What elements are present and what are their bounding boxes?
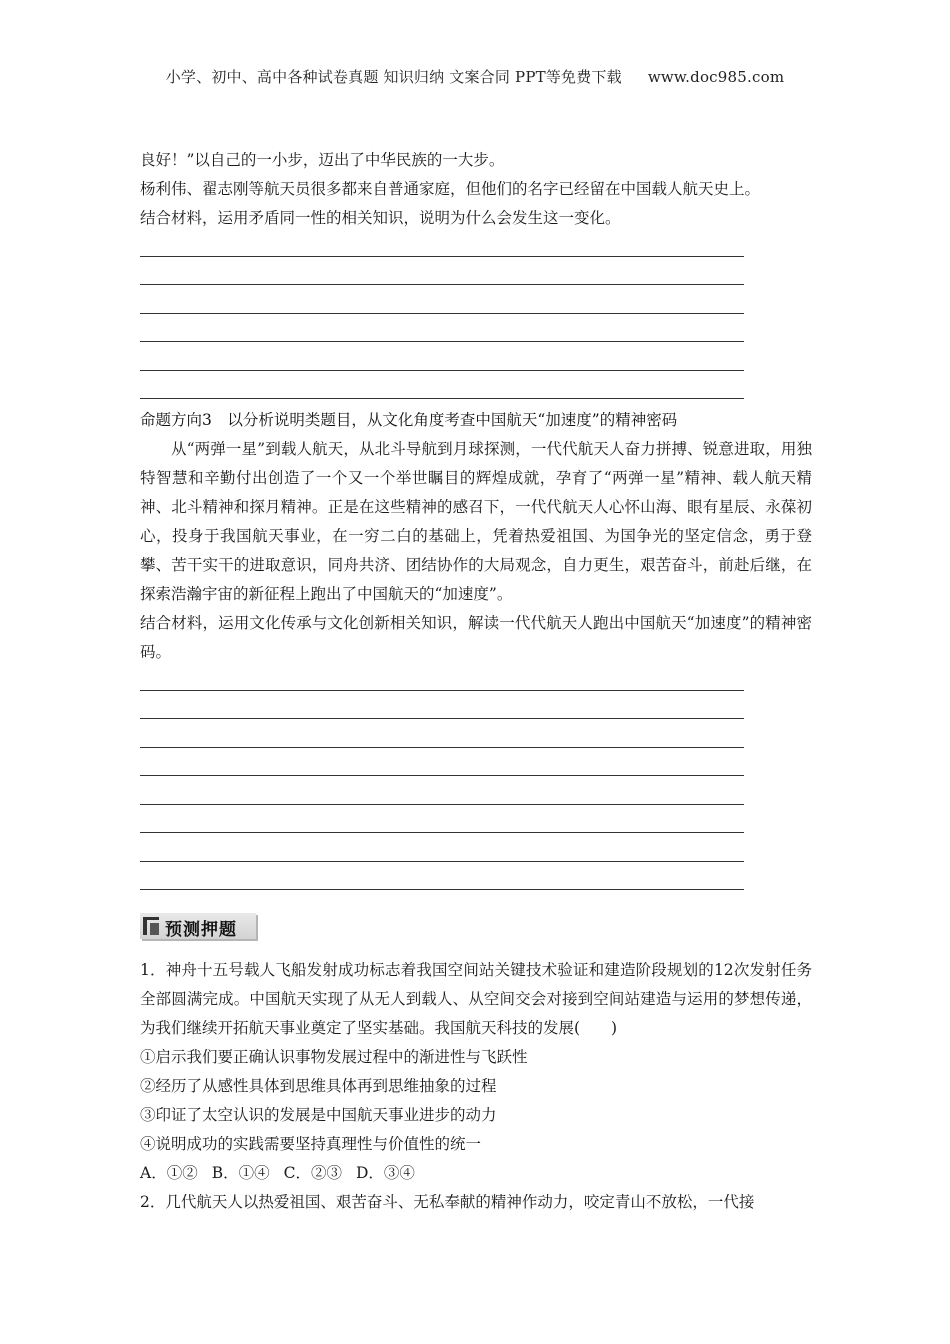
- answer-line: [140, 862, 744, 891]
- q1-option-c[interactable]: C．②③: [283, 1164, 342, 1182]
- answer-line: [140, 833, 744, 862]
- answer-line: [140, 776, 744, 805]
- answer-area-2[interactable]: [140, 662, 744, 890]
- answer-line: [140, 257, 744, 286]
- q1-stem: 1．神舟十五号载人飞船发射成功标志着我国空间站关键技术验证和建造阶段规划的12次发射任务全部圆满完成。中国航天实现了从无人到载人、从空间交会对接到空间站建造与运用的梦想传递，为我们继续开拓航天事业奠定了坚实基础。我国航天科技的发展( ): [140, 961, 812, 1037]
- part1-line-2: 杨利伟、翟志刚等航天员很多都来自普通家庭，但他们的名字已经留在中国载人航天史上。: [140, 180, 761, 198]
- q1-item-4: ④说明成功的实践需要坚持真理性与价值性的统一: [140, 1135, 482, 1153]
- section-heading: [140, 913, 256, 939]
- answer-line: [140, 342, 744, 371]
- header-text: 小学、初中、高中各种试卷真题 知识归纳 文案合同 PPT等免费下载: [165, 68, 622, 86]
- q1-item-1: ①启示我们要正确认识事物发展过程中的渐进性与飞跃性: [140, 1048, 528, 1066]
- answer-line: [140, 805, 744, 834]
- q1-option-a[interactable]: A．①②: [140, 1164, 198, 1182]
- answer-line: [140, 285, 744, 314]
- answer-area-1[interactable]: [140, 228, 744, 399]
- page-header: [0, 66, 950, 87]
- answer-line: [140, 748, 744, 777]
- answer-line: [140, 314, 744, 343]
- q1-item-3: ③印证了太空认识的发展是中国航天事业进步的动力: [140, 1106, 497, 1124]
- section-title: 预测押题: [165, 920, 237, 940]
- part1-line-1: 良好！”以自己的一小步，迈出了中华民族的一大步。: [140, 151, 505, 169]
- answer-line: [140, 691, 744, 720]
- q2-stem: 2．几代航天人以热爱祖国、艰苦奋斗、无私奉献的精神作动力，咬定青山不放松，一代接: [140, 1193, 755, 1211]
- header-site: www.doc985.com: [647, 68, 785, 86]
- q1-item-2: ②经历了从感性具体到思维具体再到思维抽象的过程: [140, 1077, 497, 1095]
- direction3-material: 从“两弹一星”到载人航天，从北斗导航到月球探测，一代代航天人奋力拼搏、锐意进取，用独特智慧和辛勤付出创造了一个又一个举世瞩目的辉煌成就，孕育了“两弹一星”精神、载人航天精神、北斗精神和探月精神。正是在这些精神的感召下，一代代航天人心怀山海、眼有星辰、永葆初心，投身于我国航天事业，在一穷二白的基础上，凭着热爱祖国、为国争光的坚定信念，勇于登攀、苦干实干的进取意识，同舟共济、团结协作的大局观念，自力更生，艰苦奋斗，前赴后继，在探索浩瀚宇宙的新征程上跑出了中国航天的“加速度”。: [140, 440, 812, 603]
- q1-option-b[interactable]: B．①④: [211, 1164, 270, 1182]
- part1-text: [140, 146, 812, 233]
- answer-line: [140, 719, 744, 748]
- q1-option-d[interactable]: D．③④: [355, 1164, 415, 1182]
- answer-line: [140, 371, 744, 400]
- q1-options: [140, 1159, 812, 1188]
- answer-line: [140, 662, 744, 691]
- prediction-questions: [140, 956, 812, 1217]
- direction3-block: [140, 406, 812, 667]
- direction3-title: 命题方向3 以分析说明类题目，从文化角度考查中国航天“加速度”的精神密码: [140, 411, 678, 429]
- direction3-question: 结合材料，运用文化传承与文化创新相关知识，解读一代代航天人跑出中国航天“加速度”的精神密码。: [140, 614, 812, 661]
- answer-line: [140, 228, 744, 257]
- section-bar-icon: [143, 917, 159, 935]
- part1-line-3: 结合材料，运用矛盾同一性的相关知识，说明为什么会发生这一变化。: [140, 209, 621, 227]
